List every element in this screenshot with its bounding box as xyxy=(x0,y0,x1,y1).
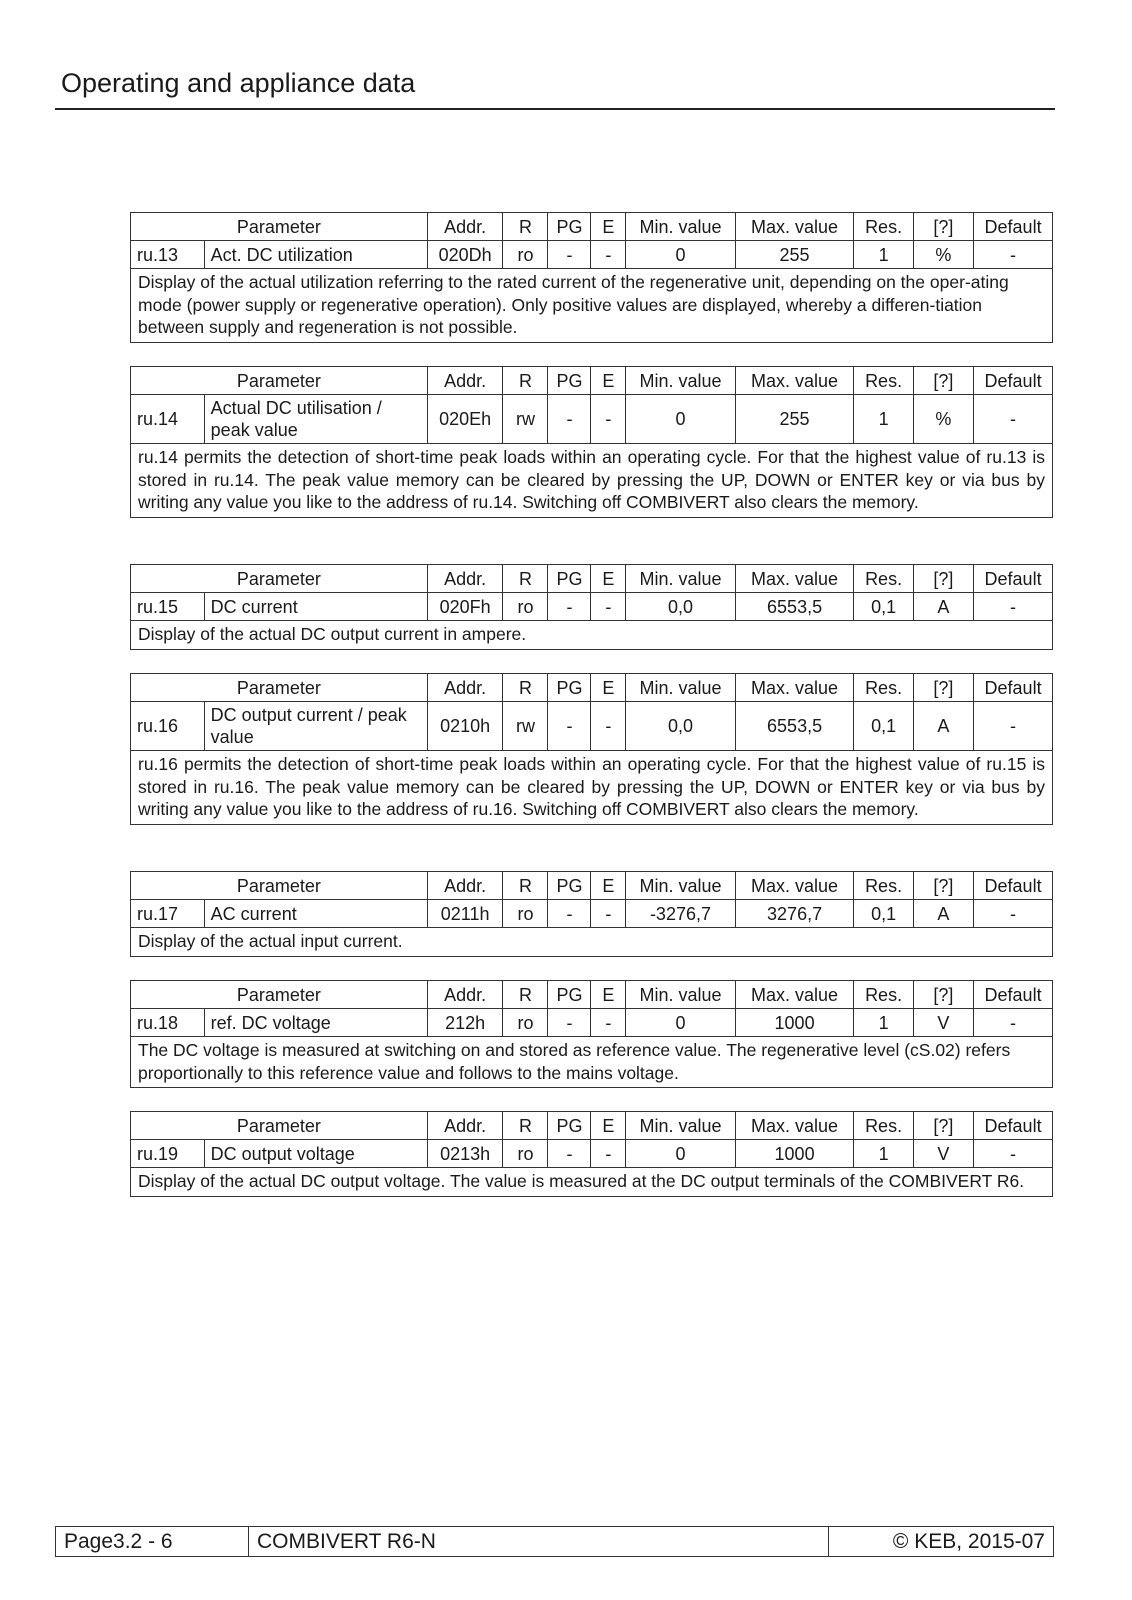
parameter-min: 0 xyxy=(626,241,735,269)
header-row xyxy=(131,872,1053,900)
col-header-e: E xyxy=(591,872,626,900)
parameter-addr: 020Fh xyxy=(427,593,503,621)
col-header-pg: PG xyxy=(548,565,591,593)
col-header-max: Max. value xyxy=(735,213,854,241)
parameter-default: - xyxy=(974,241,1053,269)
col-header-r: R xyxy=(503,213,548,241)
parameter-description: ru.14 permits the detection of short-time peak loads within an operating cycle. For that the highest value of ru.13 is stored in ru.14. The peak value memory can be cleared by pressing the UP, DOWN or ENTER key or via bus by writing any value you like to the address of ru.14. Switching off COMBIVERT also clears the memory. xyxy=(131,444,1053,518)
col-header-e: E xyxy=(591,981,626,1009)
header-row xyxy=(131,367,1053,395)
parameter-name: AC current xyxy=(204,900,427,928)
parameter-e: - xyxy=(591,1140,626,1168)
parameter-default: - xyxy=(974,395,1053,444)
col-header-default: Default xyxy=(974,674,1053,702)
parameter-min: -3276,7 xyxy=(626,900,735,928)
description-row xyxy=(131,269,1053,343)
parameter-addr: 0210h xyxy=(427,702,503,751)
header-row xyxy=(131,1112,1053,1140)
parameter-block xyxy=(130,366,1053,518)
col-header-parameter: Parameter xyxy=(131,565,428,593)
col-header-default: Default xyxy=(974,1112,1053,1140)
footer-product-name: COMBIVERT R6-N xyxy=(249,1527,829,1557)
col-header-default: Default xyxy=(974,367,1053,395)
parameter-id: ru.13 xyxy=(131,241,205,269)
col-header-addr: Addr. xyxy=(427,981,503,1009)
parameter-description: ru.16 permits the detection of short-time peak loads within an operating cycle. For that the highest value of ru.15 is stored in ru.16. The peak value memory can be cleared by pressing the UP, DOWN or ENTER key or via bus by writing any value you like to the address of ru.16. Switching off COMBIVERT also clears the memory. xyxy=(131,751,1053,825)
col-header-default: Default xyxy=(974,872,1053,900)
parameter-addr: 0211h xyxy=(427,900,503,928)
parameter-block xyxy=(130,212,1053,343)
col-header-max: Max. value xyxy=(735,367,854,395)
col-header-min: Min. value xyxy=(626,213,735,241)
parameter-e: - xyxy=(591,1009,626,1037)
col-header-parameter: Parameter xyxy=(131,872,428,900)
col-header-max: Max. value xyxy=(735,872,854,900)
col-header-e: E xyxy=(591,213,626,241)
col-header-unit: [?] xyxy=(913,674,973,702)
col-header-e: E xyxy=(591,1112,626,1140)
parameter-e: - xyxy=(591,593,626,621)
header-row xyxy=(131,674,1053,702)
col-header-unit: [?] xyxy=(913,1112,973,1140)
col-header-r: R xyxy=(503,872,548,900)
parameter-id: ru.16 xyxy=(131,702,205,751)
parameter-e: - xyxy=(591,241,626,269)
col-header-e: E xyxy=(591,367,626,395)
parameter-addr: 020Eh xyxy=(427,395,503,444)
parameter-name: ref. DC voltage xyxy=(204,1009,427,1037)
header-row xyxy=(131,565,1053,593)
description-row xyxy=(131,1168,1053,1197)
col-header-pg: PG xyxy=(548,872,591,900)
parameter-description: Display of the actual utilization referring to the rated current of the regenerative unit, depending on the oper-ating mode (power supply or regenerative operation). Only positive values are displayed, whereby a differen-tiation between supply and regeneration is not possible. xyxy=(131,269,1053,343)
col-header-min: Min. value xyxy=(626,981,735,1009)
parameter-r: rw xyxy=(503,395,548,444)
description-row xyxy=(131,1037,1053,1088)
col-header-pg: PG xyxy=(548,213,591,241)
col-header-min: Min. value xyxy=(626,1112,735,1140)
parameter-max: 3276,7 xyxy=(735,900,854,928)
parameter-default: - xyxy=(974,702,1053,751)
parameter-name: Act. DC utilization xyxy=(204,241,427,269)
parameter-e: - xyxy=(591,702,626,751)
parameter-block xyxy=(130,564,1053,650)
parameter-max: 255 xyxy=(735,395,854,444)
parameter-r: ro xyxy=(503,241,548,269)
parameter-max: 6553,5 xyxy=(735,702,854,751)
parameter-e: - xyxy=(591,395,626,444)
parameter-row xyxy=(131,593,1053,621)
col-header-res: Res. xyxy=(854,565,913,593)
parameter-res: 1 xyxy=(854,395,913,444)
parameter-r: ro xyxy=(503,1009,548,1037)
parameter-min: 0 xyxy=(626,1009,735,1037)
parameter-row xyxy=(131,900,1053,928)
parameter-row xyxy=(131,241,1053,269)
parameter-id: ru.18 xyxy=(131,1009,205,1037)
parameter-block xyxy=(130,871,1053,957)
parameter-pg: - xyxy=(548,395,591,444)
col-header-e: E xyxy=(591,565,626,593)
parameter-e: - xyxy=(591,900,626,928)
col-header-res: Res. xyxy=(854,872,913,900)
page-header xyxy=(55,62,1055,110)
col-header-pg: PG xyxy=(548,1112,591,1140)
parameter-r: ro xyxy=(503,900,548,928)
parameter-pg: - xyxy=(548,241,591,269)
col-header-addr: Addr. xyxy=(427,565,503,593)
parameter-name: DC current xyxy=(204,593,427,621)
col-header-e: E xyxy=(591,674,626,702)
description-row xyxy=(131,444,1053,518)
col-header-max: Max. value xyxy=(735,1112,854,1140)
col-header-parameter: Parameter xyxy=(131,674,428,702)
parameter-block xyxy=(130,673,1053,825)
description-row xyxy=(131,751,1053,825)
parameter-default: - xyxy=(974,900,1053,928)
parameter-max: 6553,5 xyxy=(735,593,854,621)
page-title: Operating and appliance data xyxy=(61,68,416,98)
col-header-res: Res. xyxy=(854,213,913,241)
parameter-default: - xyxy=(974,1009,1053,1037)
parameter-row xyxy=(131,1140,1053,1168)
parameter-description: Display of the actual DC output current in ampere. xyxy=(131,621,1053,650)
parameter-pg: - xyxy=(548,1140,591,1168)
parameter-r: ro xyxy=(503,593,548,621)
col-header-min: Min. value xyxy=(626,872,735,900)
parameter-res: 0,1 xyxy=(854,702,913,751)
parameter-max: 1000 xyxy=(735,1140,854,1168)
col-header-r: R xyxy=(503,565,548,593)
parameter-unit: % xyxy=(913,241,973,269)
parameter-block xyxy=(130,980,1053,1088)
parameter-min: 0,0 xyxy=(626,593,735,621)
col-header-pg: PG xyxy=(548,674,591,702)
parameter-id: ru.17 xyxy=(131,900,205,928)
parameter-description: Display of the actual input current. xyxy=(131,928,1053,957)
parameter-res: 0,1 xyxy=(854,900,913,928)
col-header-max: Max. value xyxy=(735,674,854,702)
col-header-unit: [?] xyxy=(913,981,973,1009)
parameter-r: rw xyxy=(503,702,548,751)
col-header-res: Res. xyxy=(854,367,913,395)
col-header-parameter: Parameter xyxy=(131,367,428,395)
col-header-pg: PG xyxy=(548,981,591,1009)
parameter-default: - xyxy=(974,593,1053,621)
parameter-addr: 212h xyxy=(427,1009,503,1037)
parameter-unit: % xyxy=(913,395,973,444)
col-header-res: Res. xyxy=(854,981,913,1009)
parameter-name: DC output voltage xyxy=(204,1140,427,1168)
parameter-min: 0,0 xyxy=(626,702,735,751)
col-header-r: R xyxy=(503,1112,548,1140)
col-header-parameter: Parameter xyxy=(131,981,428,1009)
parameter-id: ru.14 xyxy=(131,395,205,444)
parameter-res: 1 xyxy=(854,1009,913,1037)
col-header-res: Res. xyxy=(854,1112,913,1140)
parameter-row xyxy=(131,395,1053,444)
parameter-row xyxy=(131,702,1053,751)
parameter-max: 255 xyxy=(735,241,854,269)
parameter-res: 1 xyxy=(854,241,913,269)
parameter-unit: V xyxy=(913,1140,973,1168)
parameter-min: 0 xyxy=(626,1140,735,1168)
col-header-r: R xyxy=(503,981,548,1009)
description-row xyxy=(131,621,1053,650)
parameter-r: ro xyxy=(503,1140,548,1168)
footer-page-number: Page3.2 - 6 xyxy=(56,1527,249,1557)
col-header-min: Min. value xyxy=(626,565,735,593)
col-header-unit: [?] xyxy=(913,872,973,900)
header-row xyxy=(131,981,1053,1009)
parameter-res: 0,1 xyxy=(854,593,913,621)
header-row xyxy=(131,213,1053,241)
col-header-addr: Addr. xyxy=(427,367,503,395)
parameter-pg: - xyxy=(548,900,591,928)
parameter-description: Display of the actual DC output voltage. The value is measured at the DC output terminals of the COMBIVERT R6. xyxy=(131,1168,1053,1197)
col-header-unit: [?] xyxy=(913,213,973,241)
parameter-pg: - xyxy=(548,1009,591,1037)
parameter-name: Actual DC utilisation / peak value xyxy=(204,395,427,444)
col-header-min: Min. value xyxy=(626,674,735,702)
parameter-min: 0 xyxy=(626,395,735,444)
parameter-block xyxy=(130,1111,1053,1197)
parameter-id: ru.19 xyxy=(131,1140,205,1168)
col-header-max: Max. value xyxy=(735,565,854,593)
col-header-parameter: Parameter xyxy=(131,1112,428,1140)
col-header-default: Default xyxy=(974,213,1053,241)
parameter-unit: A xyxy=(913,593,973,621)
col-header-res: Res. xyxy=(854,674,913,702)
col-header-default: Default xyxy=(974,565,1053,593)
col-header-max: Max. value xyxy=(735,981,854,1009)
col-header-pg: PG xyxy=(548,367,591,395)
col-header-default: Default xyxy=(974,981,1053,1009)
parameter-unit: A xyxy=(913,900,973,928)
col-header-r: R xyxy=(503,367,548,395)
parameter-res: 1 xyxy=(854,1140,913,1168)
parameter-row xyxy=(131,1009,1053,1037)
page-footer xyxy=(55,1526,1054,1557)
col-header-unit: [?] xyxy=(913,367,973,395)
parameter-id: ru.15 xyxy=(131,593,205,621)
col-header-parameter: Parameter xyxy=(131,213,428,241)
parameter-pg: - xyxy=(548,702,591,751)
col-header-addr: Addr. xyxy=(427,213,503,241)
footer-copyright: © KEB, 2015-07 xyxy=(829,1527,1054,1557)
parameter-addr: 020Dh xyxy=(427,241,503,269)
parameter-pg: - xyxy=(548,593,591,621)
parameter-unit: A xyxy=(913,702,973,751)
description-row xyxy=(131,928,1053,957)
col-header-addr: Addr. xyxy=(427,872,503,900)
parameter-name: DC output current / peak value xyxy=(204,702,427,751)
parameter-max: 1000 xyxy=(735,1009,854,1037)
col-header-addr: Addr. xyxy=(427,674,503,702)
col-header-addr: Addr. xyxy=(427,1112,503,1140)
parameter-addr: 0213h xyxy=(427,1140,503,1168)
col-header-min: Min. value xyxy=(626,367,735,395)
parameter-description: The DC voltage is measured at switching on and stored as reference value. The regenerative level (cS.02) refers proportionally to this reference value and follows to the mains voltage. xyxy=(131,1037,1053,1088)
parameter-unit: V xyxy=(913,1009,973,1037)
col-header-r: R xyxy=(503,674,548,702)
col-header-unit: [?] xyxy=(913,565,973,593)
parameter-default: - xyxy=(974,1140,1053,1168)
